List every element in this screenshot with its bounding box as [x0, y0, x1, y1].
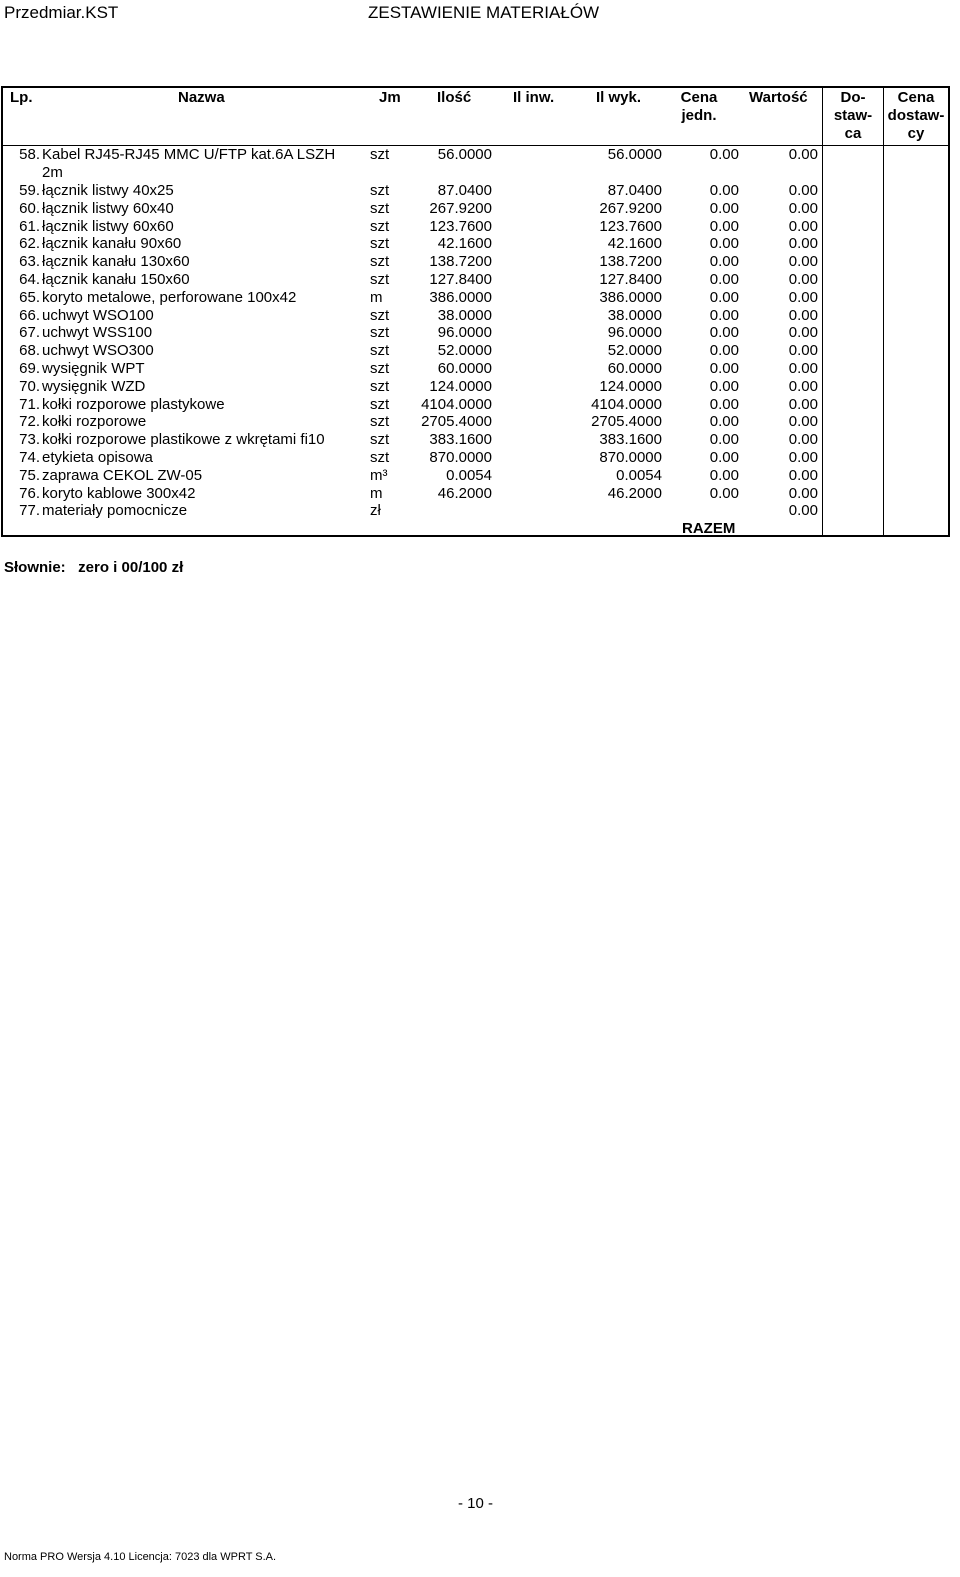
col-header-value: Wartość — [749, 89, 808, 106]
row-lp: 61. — [19, 217, 40, 235]
row-executed-quantity: 386.0000 — [599, 288, 662, 306]
row-unit: szt — [370, 324, 390, 342]
row-executed-quantity: 870.0000 — [599, 449, 662, 466]
col-header-wyk: Il wyk. — [596, 89, 642, 106]
row-lp: 66. — [19, 306, 40, 324]
row-lp: 71. — [19, 395, 40, 413]
row-executed-quantity: 46.2000 — [607, 484, 662, 502]
row-unit-price: 0.00 — [709, 377, 739, 395]
row-value: 0.00 — [788, 217, 818, 235]
row-name: etykieta opisowa — [42, 449, 153, 466]
row-executed-quantity: 0.0054 — [616, 466, 662, 484]
row-unit-price: 0.00 — [709, 306, 739, 324]
col-header-inv: Il inw. — [513, 89, 555, 106]
row-executed-quantity: 38.0000 — [607, 306, 662, 324]
table-row — [0, 467, 960, 485]
row-lp: 77. — [19, 502, 40, 520]
row-name: kołki rozporowe — [42, 413, 147, 431]
row-name: łącznik kanału 90x60 — [42, 235, 182, 253]
row-unit-price: 0.00 — [709, 182, 739, 199]
row-name: koryto kablowe 300x42 — [42, 484, 196, 502]
table-row — [0, 289, 960, 307]
amount-in-words: Słownie: zero i 00/100 zł — [4, 559, 184, 576]
footer-license: Norma PRO Wersja 4.10 Licencja: 7023 dla WPRT S.A. — [4, 1551, 277, 1563]
table-row — [0, 307, 960, 325]
row-unit-price: 0.00 — [709, 146, 739, 163]
row-value: 0.00 — [788, 235, 818, 253]
row-name: materiały pomocnicze — [42, 502, 188, 520]
row-quantity: 383.1600 — [429, 431, 492, 449]
table-row — [0, 449, 960, 467]
row-value: 0.00 — [788, 271, 818, 288]
row-value: 0.00 — [788, 466, 818, 484]
row-unit: m — [370, 484, 383, 502]
row-unit-price: 0.00 — [709, 199, 739, 217]
row-name: uchwyt WSO100 — [42, 306, 154, 324]
table-row — [0, 200, 960, 218]
col-header-sprice-line2: dostaw- — [887, 107, 945, 124]
row-unit: zł — [370, 502, 381, 520]
row-quantity: 96.0000 — [437, 324, 492, 342]
row-unit-price: 0.00 — [709, 395, 739, 413]
table-row — [0, 378, 960, 396]
row-unit: m³ — [370, 466, 388, 484]
row-lp: 73. — [19, 431, 40, 449]
table-row — [0, 146, 960, 164]
row-value: 0.00 — [788, 342, 818, 360]
table-row — [0, 413, 960, 431]
row-unit: m — [370, 288, 383, 306]
row-unit: szt — [370, 342, 390, 360]
row-name: uchwyt WSS100 — [42, 324, 153, 342]
row-unit: szt — [370, 182, 390, 199]
table-row — [0, 431, 960, 449]
row-quantity: 87.0400 — [437, 182, 492, 199]
total-label: RAZEM — [682, 520, 736, 537]
row-unit-price: 0.00 — [709, 324, 739, 342]
row-value: 0.00 — [788, 360, 818, 377]
row-lp: 65. — [19, 288, 40, 306]
row-lp: 75. — [19, 466, 40, 484]
row-unit: szt — [370, 449, 390, 466]
col-header-name: Nazwa — [178, 89, 225, 106]
table-row-continuation — [0, 164, 960, 182]
col-header-sprice-line3: cy — [907, 125, 925, 142]
row-unit: szt — [370, 235, 390, 253]
row-quantity: 386.0000 — [429, 288, 492, 306]
row-lp: 63. — [19, 253, 40, 271]
row-quantity: 2705.4000 — [421, 413, 492, 431]
row-value: 0.00 — [788, 306, 818, 324]
row-executed-quantity: 96.0000 — [607, 324, 662, 342]
row-value: 0.00 — [788, 431, 818, 449]
row-executed-quantity: 138.7200 — [599, 253, 662, 271]
row-value: 0.00 — [788, 413, 818, 431]
table-row — [0, 218, 960, 236]
row-executed-quantity: 56.0000 — [607, 146, 662, 163]
row-quantity: 38.0000 — [437, 306, 492, 324]
col-header-supplier-line2: staw- — [833, 107, 873, 124]
row-unit-price: 0.00 — [709, 217, 739, 235]
row-lp: 64. — [19, 271, 40, 288]
row-unit-price: 0.00 — [709, 449, 739, 466]
row-value: 0.00 — [788, 146, 818, 163]
row-executed-quantity: 4104.0000 — [591, 395, 662, 413]
row-executed-quantity: 52.0000 — [607, 342, 662, 360]
row-unit: szt — [370, 377, 390, 395]
row-name: wysięgnik WPT — [42, 360, 145, 377]
row-lp: 60. — [19, 199, 40, 217]
row-lp: 72. — [19, 413, 40, 431]
col-header-supplier — [826, 89, 880, 143]
row-quantity: 46.2000 — [437, 484, 492, 502]
row-name: wysięgnik WZD — [42, 377, 146, 395]
row-quantity: 870.0000 — [429, 449, 492, 466]
row-lp: 69. — [19, 360, 40, 377]
row-lp: 70. — [19, 377, 40, 395]
row-unit: szt — [370, 253, 390, 271]
row-unit-price: 0.00 — [709, 431, 739, 449]
row-quantity: 127.8400 — [429, 271, 492, 288]
row-lp: 59. — [19, 182, 40, 199]
row-unit: szt — [370, 271, 390, 288]
row-executed-quantity: 267.9200 — [599, 199, 662, 217]
col-header-price-line1: Cena — [680, 89, 718, 106]
col-header-supplier-line3: ca — [844, 125, 862, 142]
col-header-supplier-price — [884, 89, 948, 143]
row-value: 0.00 — [788, 502, 818, 520]
row-lp: 68. — [19, 342, 40, 360]
row-unit-price: 0.00 — [709, 342, 739, 360]
row-lp: 74. — [19, 449, 40, 466]
row-quantity: 60.0000 — [437, 360, 492, 377]
col-header-supplier-line1: Do- — [840, 89, 866, 106]
row-name: koryto metalowe, perforowane 100x42 — [42, 288, 297, 306]
row-quantity: 124.0000 — [429, 377, 492, 395]
row-name: łącznik listwy 40x25 — [42, 182, 174, 199]
row-quantity: 4104.0000 — [421, 395, 492, 413]
row-value: 0.00 — [788, 199, 818, 217]
row-lp: 67. — [19, 324, 40, 342]
row-unit: szt — [370, 306, 390, 324]
row-name: zaprawa CEKOL ZW-05 — [42, 466, 203, 484]
row-executed-quantity: 2705.4000 — [591, 413, 662, 431]
row-unit: szt — [370, 217, 390, 235]
row-unit: szt — [370, 199, 390, 217]
col-header-jm: Jm — [379, 89, 401, 106]
table-row — [0, 253, 960, 271]
col-header-price-line2: jedn. — [681, 107, 717, 124]
table-row — [0, 360, 960, 378]
row-lp: 58. — [19, 146, 40, 163]
row-lp: 62. — [19, 235, 40, 253]
col-header-price — [672, 89, 726, 125]
row-name: łącznik kanału 150x60 — [42, 271, 190, 288]
table-row — [0, 342, 960, 360]
row-name-continuation: 2m — [42, 164, 63, 181]
row-value: 0.00 — [788, 484, 818, 502]
row-name: uchwyt WSO300 — [42, 342, 154, 360]
row-executed-quantity: 87.0400 — [607, 182, 662, 199]
row-unit-price: 0.00 — [709, 484, 739, 502]
table-row — [0, 485, 960, 503]
row-value: 0.00 — [788, 395, 818, 413]
row-quantity: 267.9200 — [429, 199, 492, 217]
row-unit-price: 0.00 — [709, 235, 739, 253]
col-header-qty: Ilość — [437, 89, 472, 106]
table-row — [0, 271, 960, 289]
row-executed-quantity: 60.0000 — [607, 360, 662, 377]
row-executed-quantity: 123.7600 — [599, 217, 662, 235]
row-value: 0.00 — [788, 182, 818, 199]
table-row — [0, 502, 960, 520]
table-row — [0, 182, 960, 200]
app-title: Przedmiar.KST — [4, 3, 119, 22]
row-name: łącznik kanału 130x60 — [42, 253, 190, 271]
row-unit: szt — [370, 395, 390, 413]
row-unit: szt — [370, 360, 390, 377]
row-name: kołki rozporowe plastikowe z wkrętami fi10 — [42, 431, 325, 449]
col-header-sprice-line1: Cena — [897, 89, 935, 106]
row-quantity: 56.0000 — [437, 146, 492, 163]
row-unit-price: 0.00 — [709, 288, 739, 306]
col-header-lp: Lp. — [10, 89, 33, 106]
row-quantity: 52.0000 — [437, 342, 492, 360]
row-quantity: 138.7200 — [429, 253, 492, 271]
row-unit: szt — [370, 146, 390, 163]
row-executed-quantity: 124.0000 — [599, 377, 662, 395]
row-executed-quantity: 42.1600 — [607, 235, 662, 253]
row-value: 0.00 — [788, 324, 818, 342]
table-row — [0, 396, 960, 414]
row-value: 0.00 — [788, 377, 818, 395]
row-value: 0.00 — [788, 449, 818, 466]
table-row — [0, 235, 960, 253]
table-row — [0, 324, 960, 342]
page-number: - 10 - — [458, 1495, 494, 1512]
row-name: kołki rozporowe plastykowe — [42, 395, 225, 413]
row-executed-quantity: 127.8400 — [599, 271, 662, 288]
row-unit-price: 0.00 — [709, 466, 739, 484]
row-value: 0.00 — [788, 253, 818, 271]
row-quantity: 42.1600 — [437, 235, 492, 253]
row-value: 0.00 — [788, 288, 818, 306]
row-unit-price: 0.00 — [709, 253, 739, 271]
row-quantity: 0.0054 — [446, 466, 492, 484]
row-unit: szt — [370, 413, 390, 431]
row-unit-price: 0.00 — [709, 271, 739, 288]
row-unit-price: 0.00 — [709, 360, 739, 377]
row-name: łącznik listwy 60x40 — [42, 199, 174, 217]
row-quantity: 123.7600 — [429, 217, 492, 235]
row-unit: szt — [370, 431, 390, 449]
row-executed-quantity: 383.1600 — [599, 431, 662, 449]
row-name: Kabel RJ45-RJ45 MMC U/FTP kat.6A LSZH — [42, 146, 336, 163]
document-title: ZESTAWIENIE MATERIAŁÓW — [368, 3, 600, 22]
row-lp: 76. — [19, 484, 40, 502]
row-name: łącznik listwy 60x60 — [42, 217, 174, 235]
row-unit-price: 0.00 — [709, 413, 739, 431]
